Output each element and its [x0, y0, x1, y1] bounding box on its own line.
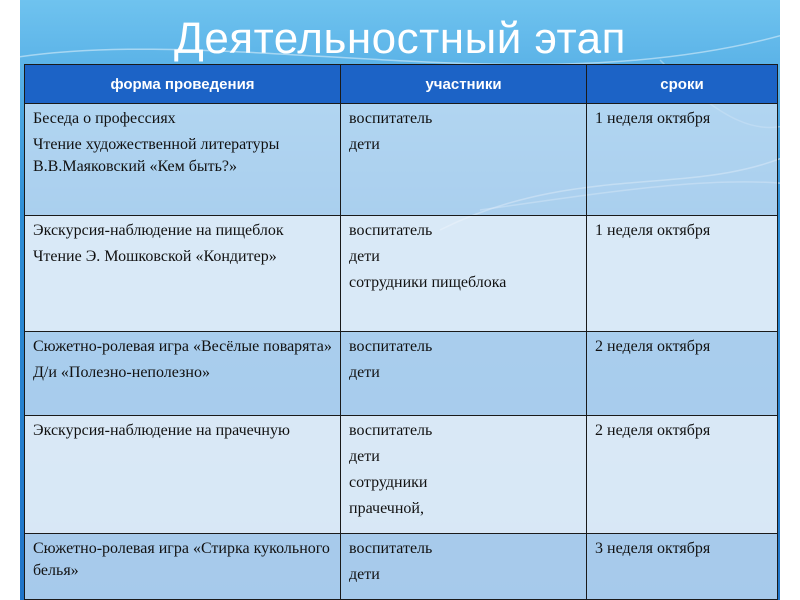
table-row — [25, 534, 778, 600]
table-row — [25, 104, 778, 216]
cell-participants — [341, 104, 587, 216]
form-line: Сюжетно-ролевая игра «Весёлые поварята» — [33, 338, 332, 355]
participant-line: сотрудники пищеблока — [349, 274, 507, 291]
participant-line: прачечной, — [349, 500, 424, 517]
participant-line: воспитатель — [349, 222, 433, 239]
participant-line: дети — [349, 364, 380, 381]
table-row — [25, 216, 778, 332]
header-participants: участники — [341, 65, 587, 104]
cell-dates: 2 неделя октября — [587, 332, 778, 416]
participant-line: дети — [349, 566, 380, 583]
participant-line: воспитатель — [349, 110, 433, 127]
header-dates: сроки — [587, 65, 778, 104]
form-line: Сюжетно-ролевая игра «Стирка кукольного белья» — [33, 540, 330, 579]
activity-plan-table — [24, 64, 778, 600]
form-line: Чтение Э. Мошковской «Кондитер» — [33, 248, 277, 265]
participant-line: сотрудники — [349, 474, 428, 491]
cell-participants — [341, 216, 587, 332]
cell-dates: 1 неделя октября — [587, 216, 778, 332]
cell-form — [25, 534, 341, 600]
table-header-row — [25, 65, 778, 104]
participant-line: воспитатель — [349, 422, 433, 439]
table-row — [25, 416, 778, 534]
cell-form — [25, 416, 341, 534]
participant-line: воспитатель — [349, 338, 433, 355]
cell-participants — [341, 332, 587, 416]
participant-line: дети — [349, 248, 380, 265]
header-form: форма проведения — [25, 65, 341, 104]
form-line: Экскурсия-наблюдение на пищеблок — [33, 222, 284, 239]
cell-dates: 3 неделя октября — [587, 534, 778, 600]
cell-dates: 2 неделя октября — [587, 416, 778, 534]
cell-dates: 1 неделя октября — [587, 104, 778, 216]
form-line: Экскурсия-наблюдение на прачечную — [33, 422, 290, 439]
form-line: Беседа о профессиях — [33, 110, 176, 127]
cell-form — [25, 332, 341, 416]
cell-participants — [341, 534, 587, 600]
cell-form — [25, 216, 341, 332]
cell-form — [25, 104, 341, 216]
table-row — [25, 332, 778, 416]
slide-title: Деятельностный этап — [174, 14, 626, 63]
participant-line: дети — [349, 136, 380, 153]
participant-line: воспитатель — [349, 540, 433, 557]
participant-line: дети — [349, 448, 380, 465]
form-line: Д/и «Полезно-неполезно» — [33, 364, 210, 381]
form-line: Чтение художественной литературы В.В.Маяковский «Кем быть?» — [33, 136, 280, 175]
cell-participants — [341, 416, 587, 534]
